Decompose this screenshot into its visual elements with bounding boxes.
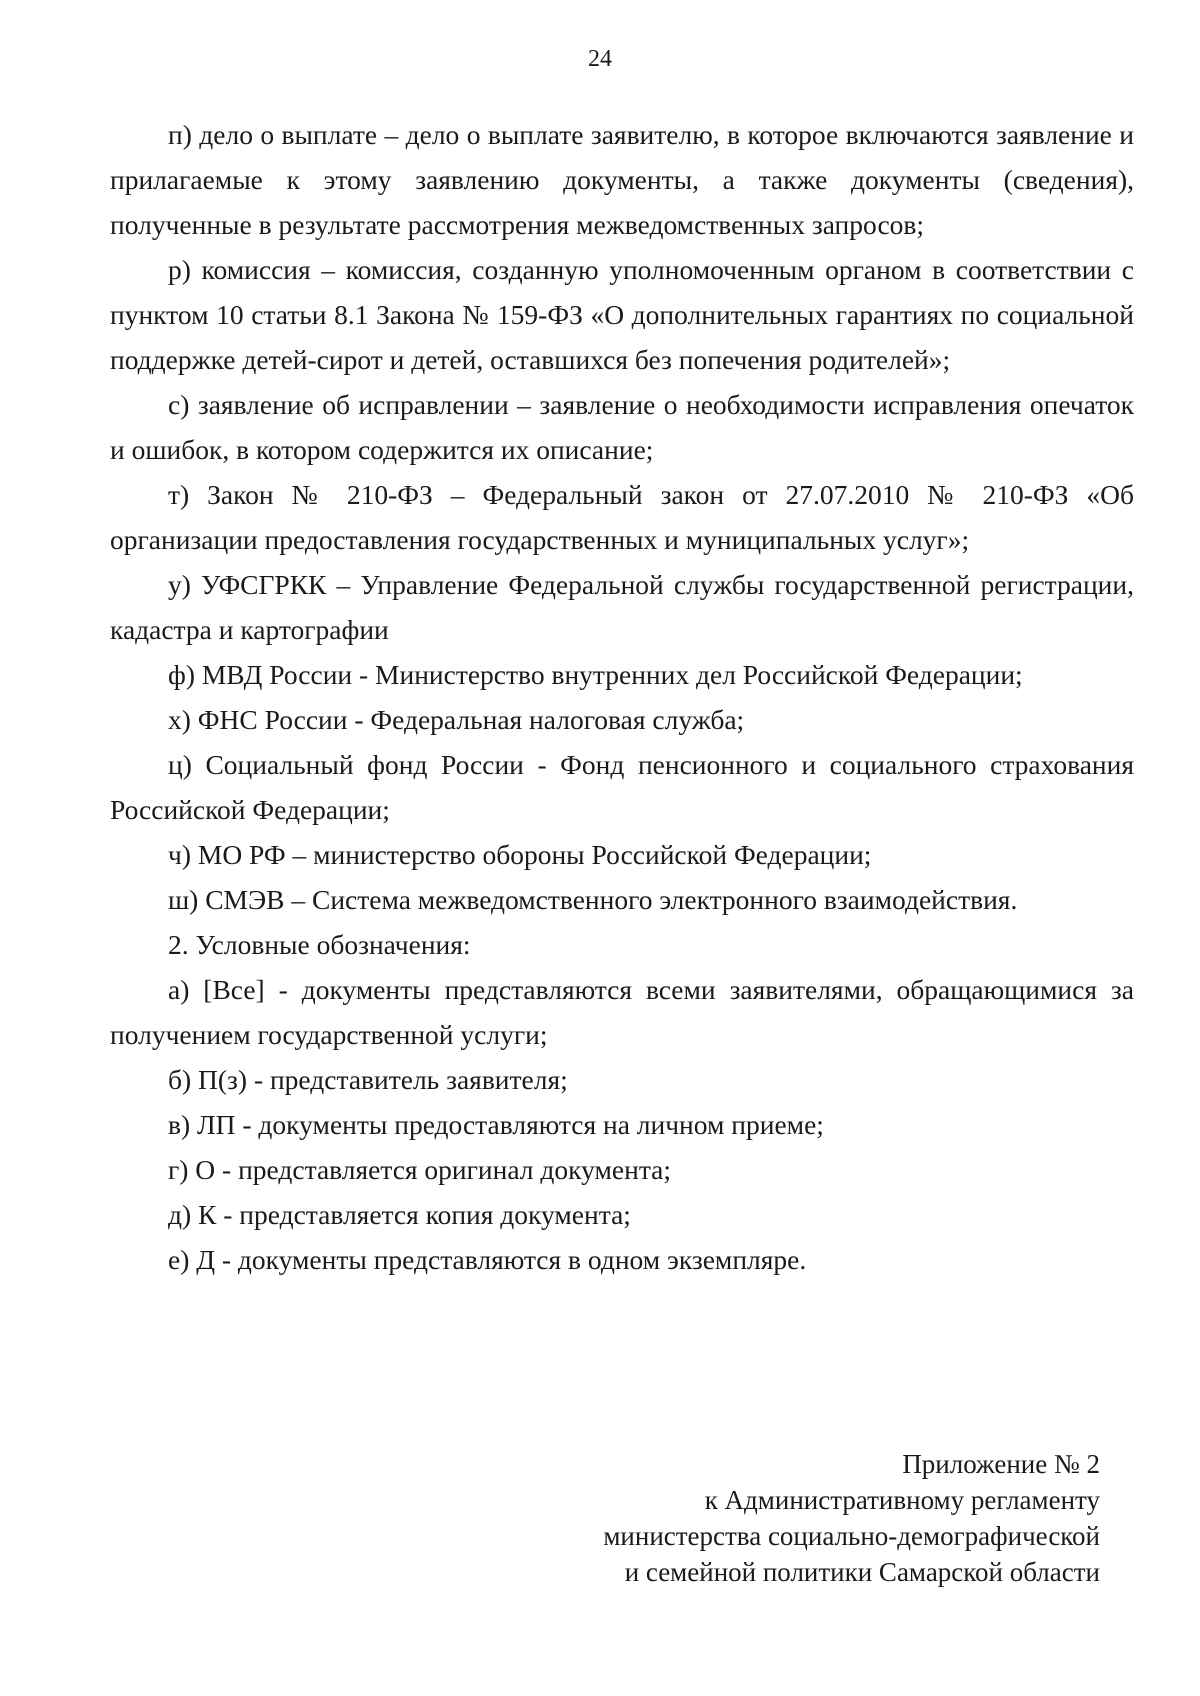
appendix-title: Приложение № 2	[902, 1449, 1100, 1479]
appendix-subtitle-line-1: к Административному регламенту	[704, 1485, 1100, 1515]
legend-item-d: д) К - представляется копия документа;	[168, 1199, 631, 1230]
definition-f: ф) МВД России - Министерство внутренних дел Российской Федерации;	[168, 659, 1023, 690]
definition-ts: ц) Социальный фонд России - Фонд пенсионного и социального страхования Российской Федерации;	[110, 749, 1134, 825]
appendix-header	[480, 1446, 1100, 1590]
page-number: 24	[588, 46, 612, 72]
definition-ch: ч) МО РФ – министерство обороны Российской Федерации;	[168, 839, 872, 870]
section-2-heading: 2. Условные обозначения:	[168, 929, 471, 960]
legend-item-b: б) П(з) - представитель заявителя;	[168, 1064, 568, 1095]
appendix-subtitle-line-3: и семейной политики Самарской области	[624, 1557, 1100, 1587]
definition-r: р) комиссия – комиссия, созданную уполномоченным органом в соответствии с пунктом 10 статьи 8.1 Закона № 159-ФЗ «О дополнительных гарантиях по социальной поддержке детей-сирот и детей, оставшихся без попечения родителей»;	[110, 254, 1134, 375]
definition-sh: ш) СМЭВ – Система межведомственного электронного взаимодействия.	[168, 884, 1018, 915]
definition-kh: х) ФНС России - Федеральная налоговая служба;	[168, 704, 745, 735]
definition-s: с) заявление об исправлении – заявление о необходимости исправления опечаток и ошибок, в котором содержится их описание;	[110, 389, 1134, 465]
legend-item-a: а) [Все] - документы представляются всеми заявителями, обращающимися за получением государственной услуги;	[110, 974, 1134, 1050]
legend-item-e: е) Д - документы представляются в одном экземпляре.	[168, 1244, 807, 1275]
appendix-subtitle-line-2: министерства социально-демографической	[603, 1521, 1100, 1551]
legend-item-v: в) ЛП - документы предоставляются на личном приеме;	[168, 1109, 824, 1140]
definition-u: у) УФСГРКК – Управление Федеральной службы государственной регистрации, кадастра и картографии	[110, 569, 1134, 645]
definition-p: п) дело о выплате – дело о выплате заявителю, в которое включаются заявление и прилагаемые к этому заявлению документы, а также документы (сведения), полученные в результате рассмотрения межведомственных запросов;	[110, 119, 1134, 240]
legend-item-g: г) О - представляется оригинал документа;	[168, 1154, 672, 1185]
definition-t: т) Закон № 210-ФЗ – Федеральный закон от 27.07.2010 № 210-ФЗ «Об организации предоставления государственных и муниципальных услуг»;	[110, 479, 1134, 555]
document-body	[110, 112, 1134, 1282]
